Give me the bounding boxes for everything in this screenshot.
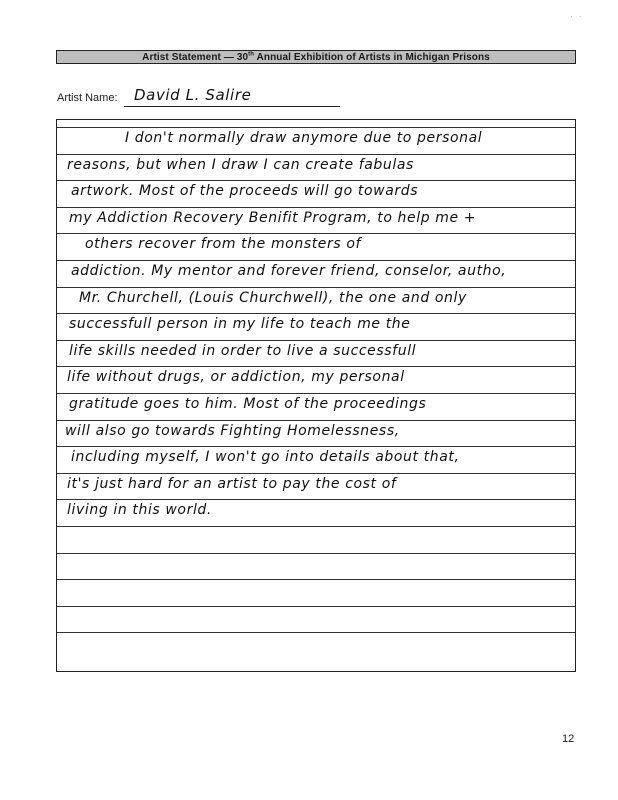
- ruled-line: [57, 340, 575, 341]
- artist-name-value: David L. Salire: [134, 86, 252, 104]
- ruled-line: [57, 366, 575, 367]
- ruled-line: [57, 606, 575, 607]
- statement-line: others recover from the monsters of: [85, 236, 362, 253]
- ruled-line: [57, 579, 575, 580]
- header-bar: [56, 50, 576, 64]
- statement-line: Mr. Churchell, (Louis Churchwell), the one and only: [79, 289, 467, 306]
- artist-name-label: Artist Name:: [57, 92, 118, 104]
- statement-line: addiction. My mentor and forever friend, conselor, autho,: [71, 263, 507, 279]
- ruled-line: [57, 207, 575, 208]
- statement-line: life without drugs, or addiction, my personal: [67, 369, 405, 386]
- ruled-line: [57, 632, 575, 633]
- scan-mark: · ·: [570, 12, 584, 21]
- ruled-line: [57, 420, 575, 421]
- page-number: 12: [562, 733, 575, 745]
- ruled-line: [57, 499, 575, 500]
- statement-line: my Addiction Recovery Benifit Program, to help me +: [69, 209, 477, 226]
- ruled-line: [57, 446, 575, 447]
- statement-line: artwork. Most of the proceeds will go towards: [71, 183, 419, 200]
- ruled-line: [57, 260, 575, 261]
- ruled-line: [57, 393, 575, 394]
- statement-line: it's just hard for an artist to pay the cost of: [67, 475, 397, 492]
- ruled-line: [57, 526, 575, 527]
- ruled-line: [57, 553, 575, 554]
- statement-box: [56, 119, 576, 672]
- statement-line: including myself, I won't go into details about that,: [71, 449, 460, 466]
- statement-line: successfull person in my life to teach me the: [69, 316, 411, 333]
- ruled-line: [57, 473, 575, 474]
- statement-line: life skills needed in order to live a successfull: [69, 342, 417, 359]
- statement-line: living in this world.: [67, 502, 212, 519]
- statement-line: I don't normally draw anymore due to personal: [125, 130, 483, 146]
- statement-line: gratitude goes to him. Most of the proceedings: [69, 396, 427, 412]
- ruled-line: [57, 154, 575, 155]
- ruled-line: [57, 233, 575, 234]
- statement-line: will also go towards Fighting Homelessness,: [65, 422, 400, 439]
- artist-name-underline: [124, 106, 340, 107]
- header-title: Artist Statement — 30th Annual Exhibition of Artists in Michigan Prisons: [142, 51, 490, 63]
- ruled-line: [57, 287, 575, 288]
- ruled-line: [57, 180, 575, 181]
- ruled-line: [57, 313, 575, 314]
- statement-line: reasons, but when I draw I can create fabulas: [67, 156, 414, 173]
- ruled-line: [57, 127, 575, 128]
